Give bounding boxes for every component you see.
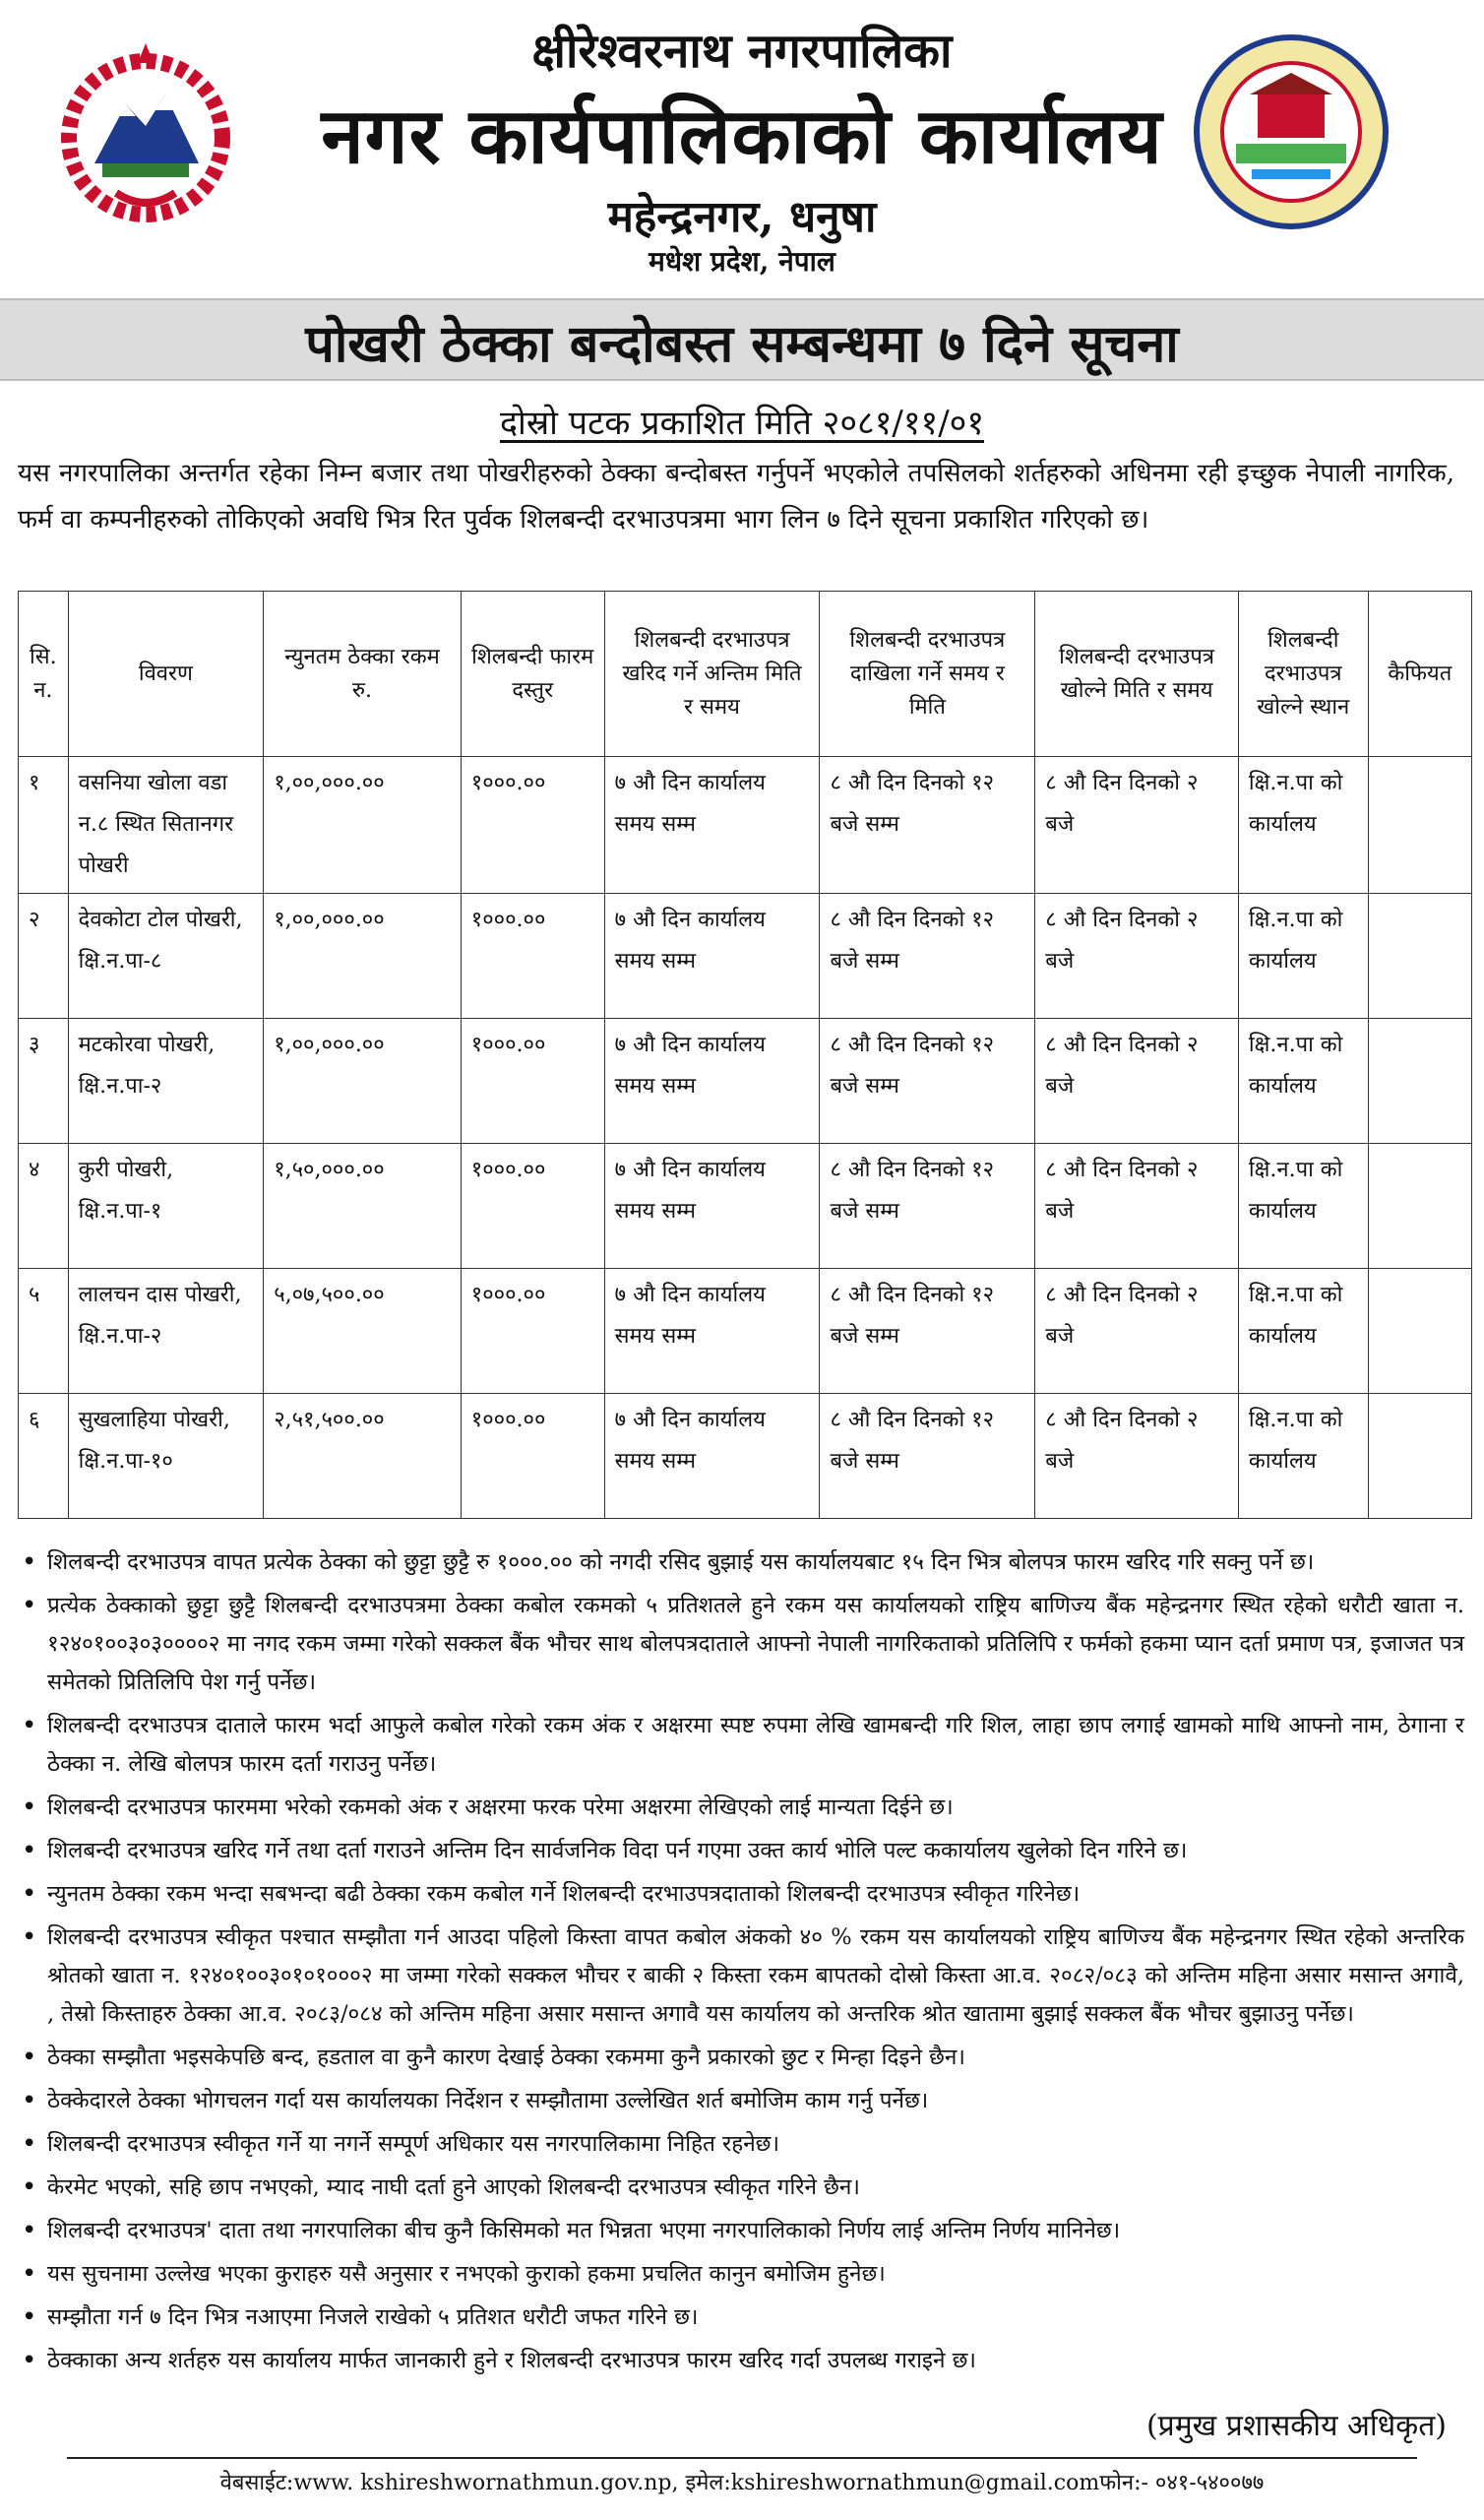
header-cell: शिलबन्दी दरभाउपत्र खरिद गर्ने अन्तिम मिति र समय (604, 592, 820, 757)
table-cell: १०००.०० (461, 1269, 604, 1394)
table-cell: क्षि.न.पा को कार्यालय (1238, 894, 1368, 1019)
table-cell: कुरी पोखरी, क्षि.न.पा-१ (68, 1144, 264, 1269)
condition-item: • ठेक्का सम्झौता भइसकेपछि बन्द, हडताल वा कुनै कारण देखाई ठेक्का रकममा कुनै प्रकारको छुट र मिन्हा दिइने छैन। (20, 2039, 1464, 2077)
signature-title: (प्रमुख प्रशासकीय अधिकृत) (1145, 2409, 1447, 2443)
table-cell: ८ औ दिन दिनको २ बजे (1035, 1394, 1239, 1519)
condition-item: • सम्झौता गर्न ७ दिन भित्र नआएमा निजले राखेको ५ प्रतिशत धरौटी जफत गरिने छ। (20, 2299, 1464, 2337)
table-cell: १ (19, 757, 69, 894)
table-cell: सुखलाहिया पोखरी, क्षि.न.पा-१० (68, 1394, 264, 1519)
table-cell: क्षि.न.पा को कार्यालय (1238, 1019, 1368, 1144)
condition-item: • शिलबन्दी दरभाउपत्र फारममा भरेको रकमको अंक र अक्षरमा फरक परेमा अक्षरमा लेखिएको लाई मान्यता दिईने छ। (20, 1789, 1464, 1827)
table-cell: १०००.०० (461, 894, 604, 1019)
published-date-text: दोस्रो पटक प्रकाशित मिति २०८१/११/०१ (499, 404, 985, 443)
table-cell: ८ औ दिन दिनको २ बजे (1035, 894, 1239, 1019)
table-cell: ८ औ दिन दिनको २ बजे (1035, 1144, 1239, 1269)
condition-item: • प्रत्येक ठेक्काको छुट्टा छुट्टै शिलबन्दी दरभाउपत्रमा ठेक्का कबोल रकमको ५ प्रतिशतले हुने रकम यस कार्यालयको राष्ट्रिय बाणिज्य बैंक महेन्द्रनगर स्थित रहेको धरौटी खाता न. १२४०१००३०३००००२ मा नगद रकम जम्मा गरेको सक्कल बैंक भौचर साथ बोलपत्रदाताले आफ्नो नेपाली नागरिकताको प्रतिलिपि र फर्मको हकमा प्यान दर्ता प्रमाण पत्र, इजाजत पत्र समेतको प्रितिलिपि पेश गर्नु पर्नेछ। (20, 1587, 1464, 1702)
table-row (19, 1144, 1472, 1269)
conditions-list (20, 1544, 1464, 2385)
office-title: नगर कार्यपालिकाको कार्यालय (321, 92, 1163, 181)
notice-title: पोखरी ठेक्का बन्दोबस्त सम्बन्धमा ७ दिने सूचना (305, 314, 1179, 374)
table-cell (1368, 894, 1471, 1019)
table-cell: ८ औ दिन दिनको १२ बजे सम्म (820, 1269, 1035, 1394)
condition-item: • न्युनतम ठेक्का रकम भन्दा सबभन्दा बढी ठेक्का रकम कबोल गर्ने शिलबन्दी दरभाउपत्रदाताको शिलबन्दी दरभाउपत्र स्वीकृत गरिनेछ। (20, 1875, 1464, 1914)
header-cell: कैफियत (1368, 592, 1471, 757)
table-cell: ८ औ दिन दिनको १२ बजे सम्म (820, 894, 1035, 1019)
table-cell (1368, 1019, 1471, 1144)
table-cell: १,००,०००.०० (264, 894, 462, 1019)
header-cell: विवरण (68, 592, 264, 757)
footer-divider (67, 2457, 1417, 2459)
table-cell: ५ (19, 1269, 69, 1394)
table-cell: ८ औ दिन दिनको २ बजे (1035, 1019, 1239, 1144)
tender-table (18, 591, 1472, 1519)
table-cell: क्षि.न.पा को कार्यालय (1238, 1144, 1368, 1269)
table-cell: लालचन दास पोखरी, क्षि.न.पा-२ (68, 1269, 264, 1394)
table-row (19, 1269, 1472, 1394)
condition-item: • ठेक्केदारले ठेक्का भोगचलन गर्दा यस कार्यालयका निर्देशन र सम्झौतामा उल्लेखित शर्त बमोजिम काम गर्नु पर्नेछ। (20, 2082, 1464, 2120)
table-cell: २ (19, 894, 69, 1019)
footer-contact: वेबसाईट:www. kshireshwornathmun.gov.np, इमेल:kshireshwornathmun@gmail.comफोन:- ०४१-५४००७७ (219, 2471, 1265, 2495)
table-cell: ७ औ दिन कार्यालय समय सम्म (604, 757, 820, 894)
table-cell: ८ औ दिन दिनको १२ बजे सम्म (820, 1019, 1035, 1144)
table-cell: ८ औ दिन दिनको १२ बजे सम्म (820, 1144, 1035, 1269)
table-cell: १,००,०००.०० (264, 1019, 462, 1144)
table-row (19, 1394, 1472, 1519)
table-cell: ७ औ दिन कार्यालय समय सम्म (604, 1019, 820, 1144)
intro-paragraph: यस नगरपालिका अन्तर्गत रहेका निम्न बजार तथा पोखरीहरुको ठेक्का बन्दोबस्त गर्नुपर्ने भएकोले तपसिलको शर्तहरुको अधिनमा रही इच्छुक नेपाली नागरिक, फर्म वा कम्पनीहरुको तोकिएको अवधि भित्र रित पुर्वक शिलबन्दी दरभाउपत्रमा भाग लिन ७ दिने सूचना प्रकाशित गरिएको छ। (18, 459, 1454, 535)
table-cell: क्षि.न.पा को कार्यालय (1238, 1269, 1368, 1394)
table-cell (1368, 1144, 1471, 1269)
table-cell: ५,०७,५००.०० (264, 1269, 462, 1394)
condition-item: • शिलबन्दी दरभाउपत्र वापत प्रत्येक ठेक्का को छुट्टा छुट्टै रु १०००.०० को नगदी रसिद बुझाई यस कार्यालयबाट १५ दिन भित्र बोलपत्र फारम खरिद गरि सक्नु पर्ने छ। (20, 1544, 1464, 1582)
condition-item: • शिलबन्दी दरभाउपत्र स्वीकृत पश्चात सम्झौता गर्न आउदा पहिलो किस्ता वापत कबोल अंकको ४० % रकम यस कार्यालयको राष्ट्रिय बाणिज्य बैंक महेन्द्रनगर स्थित रहेको अन्तरिक श्रोतको खाता न. १२४०१००३०१०१०००२ मा जम्मा गरेको सक्कल भौचर र बाकी २ किस्ता रकम बापतको दोस्रो किस्ता आ.व. २०८२/०८३ को अन्तिम महिना असार मसान्त अगावै, , तेस्रो किस्ताहरु ठेक्का आ.व. २०८३/०८४ को अन्तिम महिना असार मसान्त अगावै यस कार्यालय को अन्तरिक श्रोत खातामा बुझाई सक्कल बैंक भौचर बुझाउनु पर्नेछ। (20, 1919, 1464, 2034)
table-cell: १०००.०० (461, 1019, 604, 1144)
office-province: मधेश प्रदेश, नेपाल (649, 245, 835, 278)
header-cell: सि. न. (19, 592, 69, 757)
table-cell: १०००.०० (461, 1144, 604, 1269)
condition-item: • शिलबन्दी दरभाउपत्र' दाता तथा नगरपालिका बीच कुनै किसिमको मत भिन्नता भएमा नगरपालिकाको निर्णय लाई अन्तिम निर्णय मानिनेछ। (20, 2212, 1464, 2250)
table-cell: वसनिया खोला वडा न.८ स्थित सितानगर पोखरी (68, 757, 264, 894)
table-cell: ८ औ दिन दिनको २ बजे (1035, 1269, 1239, 1394)
table-cell (1368, 757, 1471, 894)
table-cell: ७ औ दिन कार्यालय समय सम्म (604, 1269, 820, 1394)
table-row (19, 1019, 1472, 1144)
table-cell: १०००.०० (461, 757, 604, 894)
table-cell: १०००.०० (461, 1394, 604, 1519)
table-cell: क्षि.न.पा को कार्यालय (1238, 757, 1368, 894)
table-header-row (19, 592, 1472, 757)
table-cell: ८ औ दिन दिनको २ बजे (1035, 757, 1239, 894)
condition-item: • ठेक्काका अन्य शर्तहरु यस कार्यालय मार्फत जानकारी हुने र शिलबन्दी दरभाउपत्र फारम खरिद गर्दा उपलब्ध गराइने छ। (20, 2342, 1464, 2380)
condition-item: • यस सुचनामा उल्लेख भएका कुराहरु यसै अनुसार र नभएको कुराको हकमा प्रचलित कानुन बमोजिम हुनेछ। (20, 2255, 1464, 2294)
header-cell: न्युनतम ठेक्का रकम रु. (264, 592, 462, 757)
header-cell: शिलबन्दी दरभाउपत्र खोल्ने मिति र समय (1035, 592, 1239, 757)
table-cell: मटकोरवा पोखरी, क्षि.न.पा-२ (68, 1019, 264, 1144)
table-cell: ३ (19, 1019, 69, 1144)
condition-item: • शिलबन्दी दरभाउपत्र स्वीकृत गर्ने या नगर्ने सम्पूर्ण अधिकार यस नगरपालिकामा निहित रहनेछ। (20, 2125, 1464, 2164)
table-row (19, 894, 1472, 1019)
table-cell: देवकोटा टोल पोखरी, क्षि.न.पा-८ (68, 894, 264, 1019)
header-cell: शिलबन्दी दरभाउपत्र खोल्ने स्थान (1238, 592, 1368, 757)
table-cell: २,५१,५००.०० (264, 1394, 462, 1519)
table-row (19, 757, 1472, 894)
table-cell: ६ (19, 1394, 69, 1519)
condition-item: • केरमेट भएको, सहि छाप नभएको, म्याद नाघी दर्ता हुने आएको शिलबन्दी दरभाउपत्र स्वीकृत गरिने छैन। (20, 2169, 1464, 2207)
condition-item: • शिलबन्दी दरभाउपत्र खरिद गर्ने तथा दर्ता गराउने अन्तिम दिन सार्वजनिक विदा पर्न गएमा उक्त कार्य भोलि पल्ट ककार्यालय खुलेको दिन गरिने छ। (20, 1832, 1464, 1870)
table-cell: ८ औ दिन दिनको १२ बजे सम्म (820, 1394, 1035, 1519)
table-cell: ७ औ दिन कार्यालय समय सम्म (604, 1394, 820, 1519)
table-cell: ४ (19, 1144, 69, 1269)
table-cell: १,००,०००.०० (264, 757, 462, 894)
table-cell: ७ औ दिन कार्यालय समय सम्म (604, 1144, 820, 1269)
table-cell: ७ औ दिन कार्यालय समय सम्म (604, 894, 820, 1019)
header-cell: शिलबन्दी दरभाउपत्र दाखिला गर्ने समय र मिति (820, 592, 1035, 757)
table-cell (1368, 1394, 1471, 1519)
table-cell: ८ औ दिन दिनको १२ बजे सम्म (820, 757, 1035, 894)
municipality-name: क्षीरेश्वरनाथ नगरपालिका (531, 24, 953, 79)
header-cell: शिलबन्दी फारम दस्तुर (461, 592, 604, 757)
condition-item: • शिलबन्दी दरभाउपत्र दाताले फारम भर्दा आफुले कबोल गरेको रकम अंक र अक्षरमा स्पष्ट रुपमा लेखि खामबन्दी गरि शिल, लाहा छाप लगाई खामको माथि आफ्नो नाम, ठेगाना र ठेक्का न. लेखि बोलपत्र फारम दर्ता गराउनु पर्नेछ। (20, 1707, 1464, 1784)
table-cell: क्षि.न.पा को कार्यालय (1238, 1394, 1368, 1519)
table-cell: १,५०,०००.०० (264, 1144, 462, 1269)
office-location: महेन्द्रनगर, धनुषा (607, 192, 877, 242)
table-cell (1368, 1269, 1471, 1394)
published-date (0, 399, 1484, 444)
